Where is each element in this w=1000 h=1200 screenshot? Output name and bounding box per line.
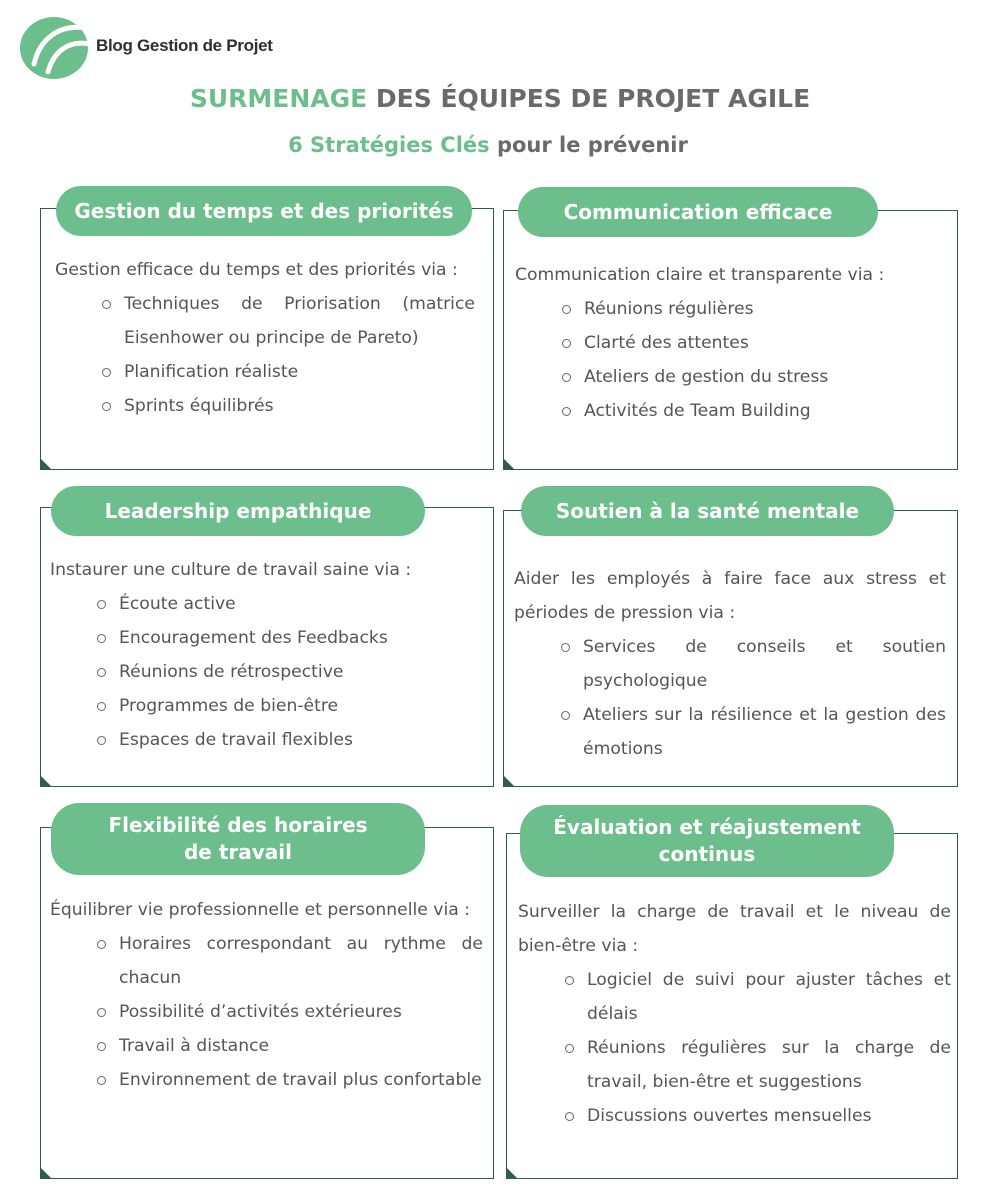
corner-fold-icon <box>40 1167 52 1179</box>
list-item: Encouragement des Feedbacks <box>119 621 480 655</box>
list-item: Clarté des attentes <box>584 326 940 360</box>
leaf-logo-icon <box>20 14 92 80</box>
page-title <box>0 84 1000 113</box>
list-item: Discussions ouvertes mensuelles <box>587 1099 951 1133</box>
list-item: Programmes de bien-être <box>119 689 480 723</box>
list-item: Réunions régulières sur la charge de travail, bien-être et suggestions <box>587 1031 951 1099</box>
list-item: Ateliers de gestion du stress <box>584 360 940 394</box>
card-title: Leadership empathique <box>104 498 372 523</box>
list-item: Écoute active <box>119 587 480 621</box>
corner-fold-icon <box>40 775 52 787</box>
brand-logo <box>20 14 290 80</box>
card-title-pill <box>51 803 425 875</box>
title-rest: DES ÉQUIPES DE PROJET AGILE <box>367 84 811 113</box>
card-list <box>119 927 483 1097</box>
card-title: Soutien à la santé mentale <box>555 498 860 523</box>
card-title-pill <box>518 187 878 237</box>
list-item: Environnement de travail plus confortable <box>119 1063 483 1097</box>
card-body <box>514 562 946 766</box>
corner-fold-icon <box>506 1167 518 1179</box>
list-item: Activités de Team Building <box>584 394 940 428</box>
list-item: Espaces de travail flexibles <box>119 723 480 757</box>
page-subtitle <box>0 133 976 157</box>
card-intro: Instaurer une culture de travail saine via : <box>50 560 412 580</box>
card-list <box>119 587 480 757</box>
card-title-pill <box>56 186 472 236</box>
card-title: Communication efficace <box>563 199 833 224</box>
subtitle-rest: pour le prévenir <box>489 133 688 157</box>
card-title-line-2: de travail <box>183 840 292 864</box>
list-item: Techniques de Priorisation (matrice Eisenhower ou principe de Pareto) <box>124 287 475 355</box>
card-intro: Communication claire et transparente via : <box>515 265 885 285</box>
card-title-pill <box>521 486 894 536</box>
corner-fold-icon <box>40 458 52 470</box>
list-item: Planification réaliste <box>124 355 475 389</box>
corner-fold-icon <box>503 775 515 787</box>
list-item: Réunions régulières <box>584 292 940 326</box>
list-item: Possibilité d’activités extérieures <box>119 995 483 1029</box>
card-list <box>583 630 946 766</box>
list-item: Horaires correspondant au rythme de chacun <box>119 927 483 995</box>
card-list <box>584 292 940 428</box>
card-list <box>124 287 475 423</box>
list-item: Logiciel de suivi pour ajuster tâches et délais <box>587 963 951 1031</box>
card-intro: Équilibrer vie professionnelle et personnelle via : <box>50 900 471 920</box>
card-title-line-1: Flexibilité des horaires <box>108 813 368 837</box>
card-title-pill <box>51 486 425 536</box>
card-body <box>50 553 480 757</box>
card-list <box>587 963 951 1133</box>
list-item: Travail à distance <box>119 1029 483 1063</box>
card-intro: Surveiller la charge de travail et le niveau de bien-être via : <box>518 902 951 956</box>
card-body <box>50 893 483 1097</box>
card-intro: Aider les employés à faire face aux stress et périodes de pression via : <box>514 569 946 623</box>
card-intro: Gestion efficace du temps et des priorités via : <box>55 260 458 280</box>
card-title-pill <box>520 805 894 877</box>
list-item: Réunions de rétrospective <box>119 655 480 689</box>
card-title-line-1: Évaluation et réajustement <box>553 815 861 839</box>
card-title-line-2: continus <box>658 842 756 866</box>
card-body <box>518 895 951 1133</box>
corner-fold-icon <box>503 458 515 470</box>
subtitle-highlight: 6 Stratégies Clés <box>288 133 490 157</box>
card-body <box>55 253 475 423</box>
brand-name: Blog Gestion de Projet <box>96 36 273 55</box>
card-title: Gestion du temps et des priorités <box>74 198 454 223</box>
title-highlight: SURMENAGE <box>189 84 368 113</box>
list-item: Sprints équilibrés <box>124 389 475 423</box>
list-item: Services de conseils et soutien psychologique <box>583 630 946 698</box>
list-item: Ateliers sur la résilience et la gestion des émotions <box>583 698 946 766</box>
card-body <box>515 258 940 428</box>
